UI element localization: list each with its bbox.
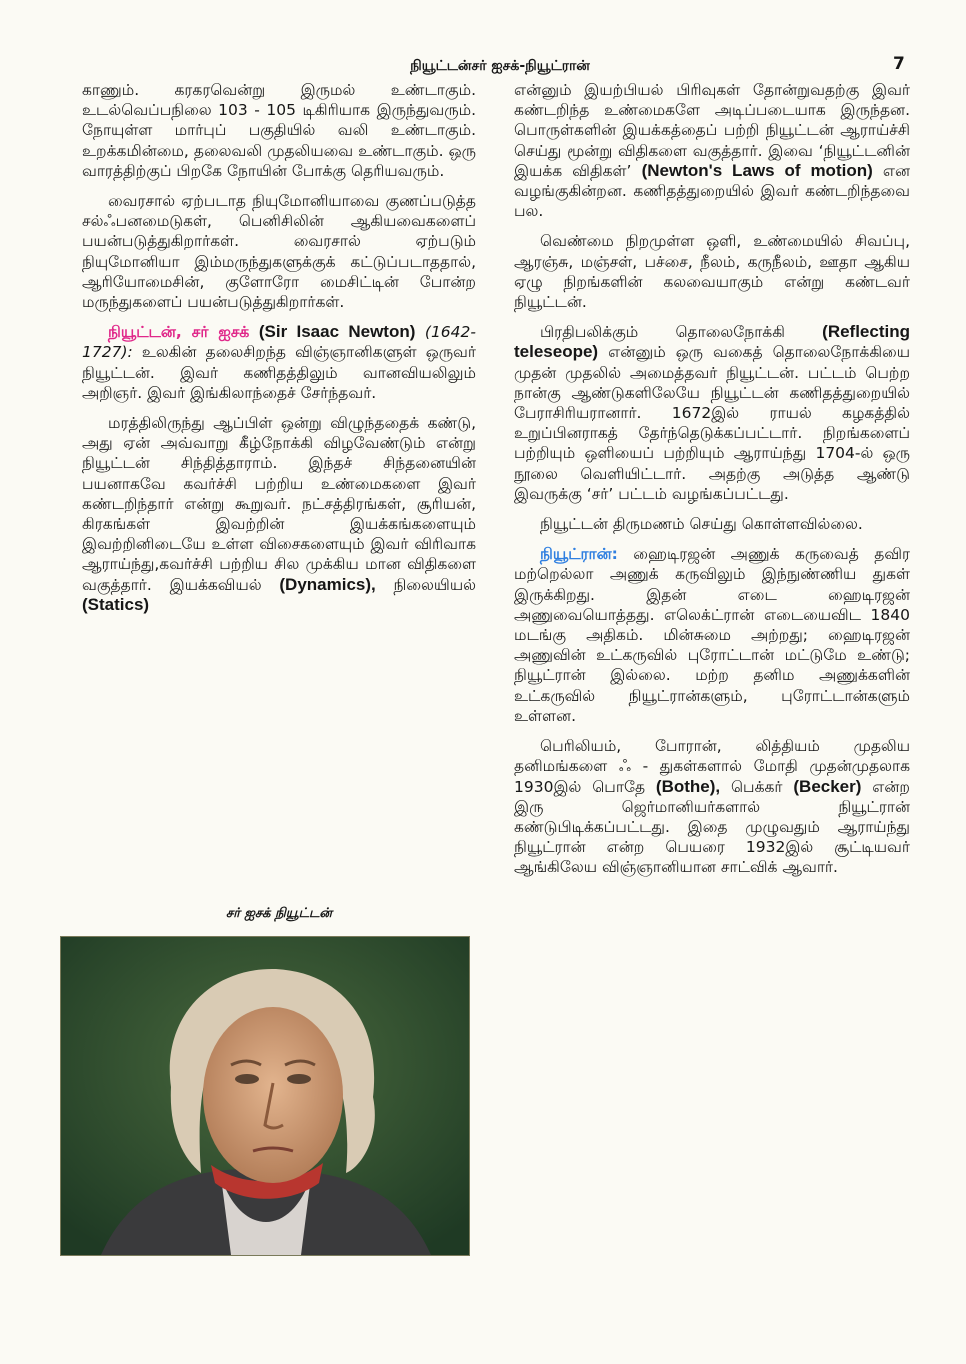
- neutron-entry: [514, 544, 910, 726]
- discovery-text-3: என்ற இரு ஜெர்மானியர்களால் நியூட்ரான் கண்டுபிடிக்கப்பட்டது. இதை முழுவதும் ஆராய்ந்து நியூட்ரான் என்ற பெயரை 1932இல் சூட்டியவர் ஆங்கிலேய விஞ்ஞானியான சாட்விக் ஆவார்.: [514, 777, 910, 877]
- neutron-heading: நியூட்ரான்:: [540, 545, 618, 564]
- white-light-paragraph: வெண்மை நிறமுள்ள ஒளி, உண்மையில் சிவப்பு, ஆரஞ்சு, மஞ்சள், பச்சை, நீலம், கருநீலம், ஊதா ஆகிய ஏழு நிறங்களின் கலவையாகும் என்று கண்டவர் நியூட்டன்.: [514, 232, 910, 312]
- newton-intro-text: உலகின் தலைசிறந்த விஞ்ஞானிகளுள் ஒருவர் நியூட்டன். இவர் கணிதத்திலும் வானவியலிலும் அறிஞர். இவர் இங்கிலாந்தைச் சேர்ந்தவர்.: [82, 343, 476, 402]
- pneumonia-treatment-paragraph: வைரசால் ஏற்படாத நியுமோனியாவை குணப்படுத்த சல்ஃபனமைடுகள், பெனிசிலின் ஆகியவைகளைப் பயன்படுத்துகிறார்கள். வைரசால் ஏற்படும் நியுமோனியா இம்மருந்துகளுக்குக் கட்டுப்படாததால், ஆரியோமைசின், குளோரோ மைசிட்டின் போன்ற மருந்துகளைப் பயன்படுத்துகிறார்கள்.: [82, 192, 476, 312]
- statics-tamil: நிலையியல்: [393, 575, 476, 594]
- discovery-text-1: பெரிலியம், போரான், லித்தியம் முதலிய தனிமங்களை ஃ - துகள்களால் மோதி முதன்முதலாக 1930இல் பொதே: [514, 737, 910, 796]
- reflecting-telescope-term: (Reflecting telesеope): [514, 322, 910, 362]
- neutron-text: ஹைடிரஜன் அணுக் கருவைத் தவிர மற்றெல்லா அணுக் கருவிலும் இந்நுண்ணிய துகள் இருக்கிறது. இதன் எடை ஹைடிரஜன் அணுவையொத்தது. எலெக்ட்ரான் எடையைவிட 1840 மடங்கு அதிகம். மின்சுமை அற்றது; ஹைடிரஜன் அணுவின் உட்கருவில் புரோட்டான் மட்டுமே உண்டு; நியூட்ரான் இல்லை. மற்ற தனிம அணுக்களின் உட்கருவில் நியூட்ரான்களும், புரோட்டான்களும் உள்ளன.: [514, 545, 910, 725]
- statics-term: (Statics): [82, 594, 150, 614]
- telescope-text-2: என்னும் ஒரு வகைத் தொலைநோக்கியை முதன் முதலில் அமைத்தவர் நியூட்டன். பட்டம் பெற்ற நான்கு ஆண்டுகளிலேயே நியூட்டன் கணிதத்துறையில் பேராசிரியரானார். 1672இல் ராயல் கழகத்தில் உறுப்பினராகத் தேர்ந்தெடுக்கப்பட்டார். நிறங்களைப் பற்றியும் ஒளியைப் பற்றியும் ஆராய்ந்து 1704-ல் ஒரு நூலை வெளியிட்டார். அதற்கு அடுத்த ஆண்டு இவருக்கு ‘சர்’ பட்டம் வழங்கப்பட்டது.: [514, 343, 910, 503]
- laws-paragraph: [514, 80, 910, 221]
- discovery-text-2: பெக்கர்: [730, 777, 783, 796]
- left-column: [82, 80, 476, 625]
- becker-term: (Becker): [793, 776, 862, 796]
- pneumonia-paragraph-continued: காணும். கரகரவென்று இருமல் உண்டாகும். உடல்வெப்பநிலை 103 - 105 டிகிரியாக இருந்துவரும். நோயுள்ள மார்புப் பகுதியில் வலி உண்டாகும். உறக்கமின்மை, தலைவலி முதலியவை உண்டாகும். ஒரு வாரத்திற்குப் பிறகே நோயின் போக்கு தெரியவரும்.: [82, 81, 476, 180]
- laws-text-1: என்னும் இயற்பியல் பிரிவுகள் தோன்றுவதற்கு இவர் கண்டறிந்த உண்மைகளே அடிப்படையாக இருந்தன. பொருள்களின் இயக்கத்தைப் பற்றி நியூட்டன் ஆராய்ச்சி செய்து மூன்று விதிகளை வகுத்தார். இவை ‘நியூட்டனின் இயக்க விதிகள்’: [514, 81, 910, 180]
- running-head: நியூட்டன்சர் ஐசக்-நியூட்ரான்: [410, 58, 590, 74]
- apple-gravity-paragraph: [82, 413, 476, 615]
- neutron-discovery-paragraph: [514, 736, 910, 877]
- dynamics-term: (Dynamics),: [279, 574, 376, 594]
- portrait-caption: சர் ஐசக் நியூட்டன்: [226, 906, 332, 921]
- marriage-paragraph: நியூட்டன் திருமணம் செய்து கொள்ளவில்லை.: [540, 515, 863, 534]
- newton-years: (1642-1727):: [82, 323, 476, 362]
- page-number: 7: [893, 54, 905, 74]
- telescope-paragraph: [514, 322, 910, 504]
- laws-text-2: என வழங்குகின்றன. கணிதத்துறையில் இவர் கண்டறிந்தவை பல.: [514, 161, 911, 221]
- telescope-text-1: பிரதிபலிக்கும் தொலைநோக்கி: [540, 323, 785, 342]
- laws-of-motion-term: (Newton's Laws of motion): [641, 160, 873, 180]
- bothe-term: (Bothe),: [655, 776, 721, 796]
- newton-english-name: (Sir Isaac Newton): [258, 322, 416, 342]
- right-column: [514, 80, 910, 888]
- newton-portrait-image: [60, 936, 470, 1256]
- newton-heading: நியூட்டன், சர் ஐசக்: [108, 323, 250, 342]
- gravity-text: மரத்திலிருந்து ஆப்பிள் ஒன்று விழுந்ததைக் கண்டு, அது ஏன் அவ்வாறு கீழ்நோக்கி விழவேண்டும் என்று நியூட்டன் சிந்தித்தாராம். இந்தச் சிந்தனையின் பயனாகவே கவர்ச்சி பற்றிய உண்மைகளை இவர் கண்டறிந்தார் என்று கூறுவர். நட்சத்திரங்கள், சூரியன், கிரகங்கள் இவற்றின் இயக்கங்களையும் இவற்றினிடையே உள்ள விசைகளையும் இவர் விரிவாக ஆராய்ந்து,கவர்ச்சி பற்றிய சில முக்கிய மான விதிகளை வகுத்தார். இயக்கவியல்: [82, 414, 476, 594]
- newton-entry: [82, 322, 476, 403]
